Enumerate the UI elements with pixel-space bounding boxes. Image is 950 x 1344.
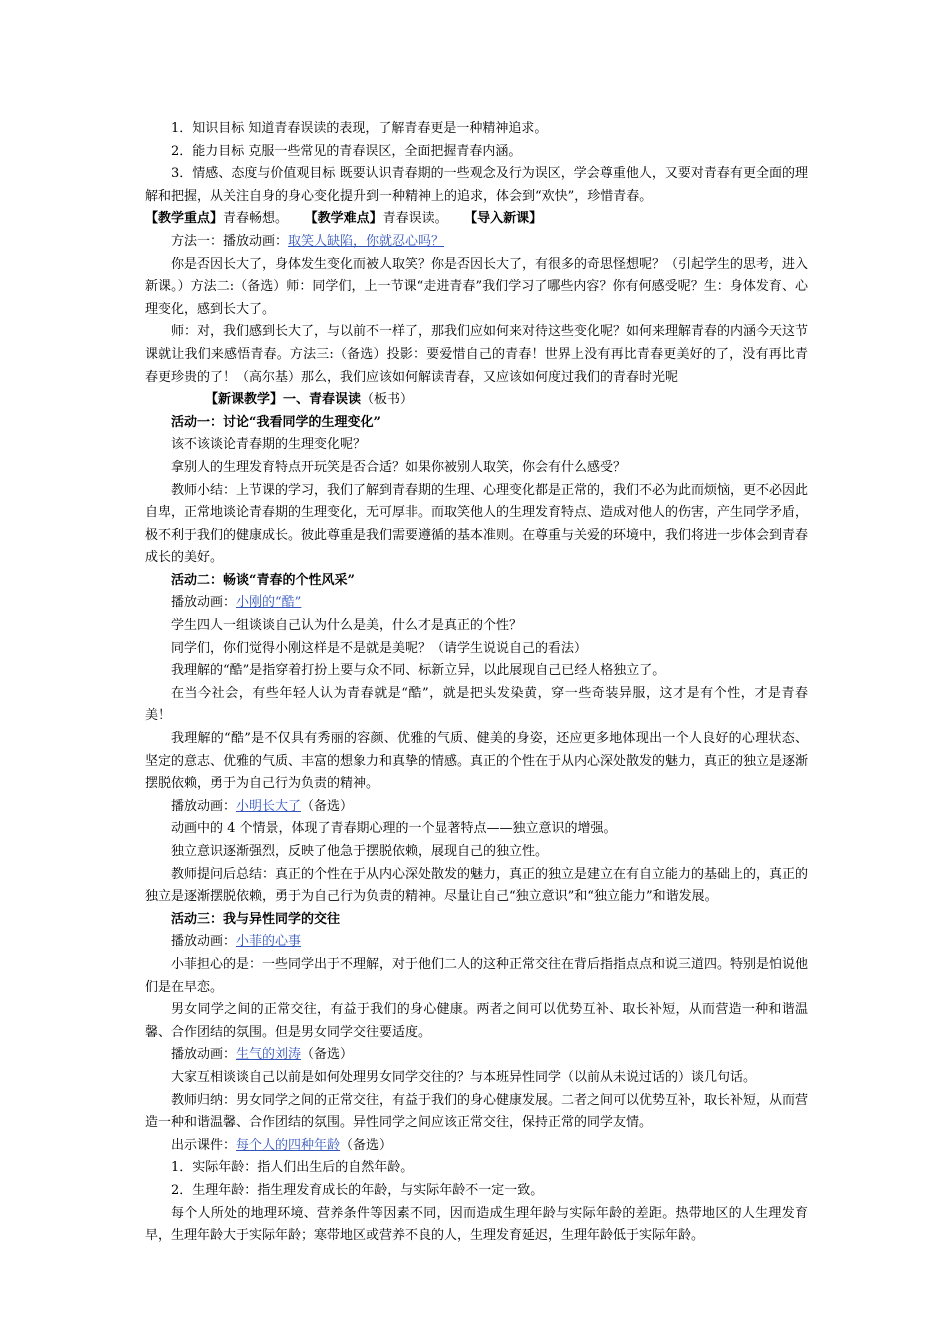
courseware-link-four-ages[interactable]: 每个人的四种年龄	[236, 1137, 341, 1153]
animation-link-xiaofei[interactable]: 小菲的心事	[236, 934, 302, 950]
activity-three-play: 播放动画：小菲的心事	[171, 934, 302, 950]
goal-attitude: 3．情感、态度与价值观目标 既要认识青春期的一些观念及行为误区，学会尊重他人，又要对青春有更全面的理解和把握，从关注自身的身心变化提升到一种精神上的追求，体会到“欢快”，珍惜青春。	[145, 166, 808, 204]
goal-ability: 2．能力目标 克服一些常见的青春误区，全面把握青春内涵。	[171, 143, 522, 159]
activity-three-paragraph-1: 小菲担心的是：一些同学出于不理解，对于他们二人的这种正常交往在背后指指点点和说三道四。特别是怕说他们是在早恋。	[145, 956, 809, 995]
activity-three-play-2: 播放动画：生气的刘涛（备选）	[171, 1047, 354, 1063]
activity-two-paragraph-8: 教师提问后总结：真正的个性在于从内心深处散发的魅力，真正的独立是建立在有自立能力的基础上的，真正的独立是逐渐摆脱依赖，勇于为自己行为负责的精神。尽量让自己“独立意识”和“独立能力”和谐发展。	[145, 866, 809, 905]
activity-two-paragraph-4: 在当今社会，有些年轻人认为青春就是“酷”，就是把头发染黄，穿一些奇装异服，这才是有个性，才是青春美！	[145, 685, 808, 724]
activity-three-title: 活动三：我与异性同学的交往	[171, 911, 341, 927]
difficulty-text: 青春误读。	[382, 211, 448, 227]
activity-one-summary: 教师小结：上节课的学习，我们了解到青春期的生理、心理变化都是正常的，我们不必为此而烦恼，更不必因此自卑，正常地谈论青春期的生理变化，无可厚非。而取笑他人的生理发育特点、造成对他人的伤害，产生同学矛盾，极不利于我们的健康成长。彼此尊重是我们需要遵循的基本准则。在尊重与关爱的环境中，我们将进一步体会到青春成长的美好。	[145, 482, 809, 566]
age-item-1: 1．实际年龄：指人们出生后的自然年龄。	[171, 1160, 414, 1176]
activity-two-play-2: 播放动画：小明长大了（备选）	[171, 798, 354, 814]
focus-label: 【教学重点】	[145, 211, 224, 227]
age-explanation: 每个人所处的地理环境、营养条件等因素不同，因而造成生理年龄与实际年龄的差距。热带地区的人生理发育早，生理年龄大于实际年龄；寒带地区或营养不良的人，生理发育延迟，生理年龄低于实际年龄。	[145, 1205, 808, 1244]
teaching-header-line	[145, 208, 808, 231]
goal-knowledge: 1．知识目标 知道青春误读的表现，了解青春更是一种精神追求。	[171, 121, 548, 136]
animation-link-xiaoming-grown[interactable]: 小明长大了	[236, 798, 302, 814]
section-label: 【新课教学】一、青春误读	[205, 392, 362, 408]
activity-three-paragraph-2: 男女同学之间的正常交往，有益于我们的身心健康。两者之间可以优势互补、取长补短，从而营造一种和谐温馨、合作团结的氛围。但是男女同学交往要适度。	[145, 1002, 808, 1040]
method-one-prefix: 方法一：播放动画：	[171, 233, 289, 249]
age-item-2: 2．生理年龄：指生理发育成长的年龄，与实际年龄不一定一致。	[171, 1182, 544, 1198]
activity-three-paragraph-3: 大家互相谈谈自己以前是如何处理男女同学交往的？与本班异性同学（以前从未说过话的）谈几句话。	[171, 1069, 757, 1085]
intro-paragraph-3: 师：对，我们感到长大了，与以前不一样了，那我们应如何来对待这些变化呢？如何来理解青春的内涵今天这节课就让我们来感悟青春。方法三:（备选）投影：要爱惜自己的青春！世界上没有再比青春更美好的了，没有再比青春更珍贵的了！（高尔基）那么，我们应该如何解读青春，又应该如何度过我们的青春时光呢	[145, 324, 809, 385]
intro-paragraph-2: 你是否因长大了，身体发生变化而被人取笑？你是否因长大了，有很多的奇思怪想呢？（引起学生的思考，进入新课。）方法二:（备选）师：同学们，上一节课“走进青春”我们学习了哪些内容？你有何感受呢？生：身体发育、心理变化，感到长大了。	[145, 256, 809, 317]
activity-three-show: 出示课件：每个人的四种年龄（备选）	[171, 1137, 393, 1153]
activity-three-paragraph-4: 教师归纳：男女同学之间的正常交往，有益于我们的身心健康发展。二者之间可以优势互补，取长补短，从而营造一种和谐温馨、合作团结的氛围。异性同学之间应该正常交往，保持正常的同学友情。	[145, 1092, 809, 1131]
activity-two-play: 播放动画：小刚的“酷”	[171, 595, 302, 611]
focus-text: 青春畅想。	[223, 211, 289, 227]
activity-one-question-1: 该不该谈论青春期的生理变化呢？	[171, 437, 367, 453]
intro-label: 【导入新课】	[464, 211, 543, 227]
activity-one-title: 活动一：讨论“我看同学的生理变化”	[171, 414, 381, 430]
activity-one-question-2: 拿别人的生理发育特点开玩笑是否合适？如果你被别人取笑，你会有什么感受？	[171, 459, 627, 475]
section-heading	[145, 389, 808, 412]
activity-two-paragraph-6: 动画中的 4 个情景，体现了青春期心理的一个显著特点——独立意识的增强。	[171, 821, 617, 837]
activity-two-paragraph-1: 学生四人一组谈谈自己认为什么是美，什么才是真正的个性？	[171, 618, 523, 634]
document-body	[145, 118, 808, 1248]
activity-two-paragraph-7: 独立意识逐渐强烈，反映了他急于摆脱依赖，展现自己的独立性。	[171, 844, 549, 859]
animation-link-liutao[interactable]: 生气的刘涛	[236, 1047, 302, 1063]
animation-link-mock-defect[interactable]: 取笑人缺陷，你就忍心吗？	[288, 233, 445, 249]
activity-two-paragraph-5: 我理解的“酷”是不仅具有秀丽的容颜、优雅的气质、健美的身姿，还应更多地体现出一个人良好的心理状态、坚定的意志、优雅的气质、丰富的想象力和真挚的情感。真正的个性在于从内心深处散发的魅力，真正的独立是逐渐摆脱依赖，勇于为自己行为负责的精神。	[145, 731, 809, 792]
activity-two-paragraph-3: 我理解的“酷”是指穿着打扮上要与众不同、标新立异，以此展现自己已经人格独立了。	[171, 663, 666, 679]
animation-link-xiaogang-cool[interactable]: 小刚的“酷”	[236, 595, 302, 611]
activity-two-title: 活动二：畅谈“青春的个性风采”	[171, 572, 355, 588]
difficulty-label: 【教学难点】	[304, 211, 383, 227]
activity-two-paragraph-2: 同学们，你们觉得小刚这样是不是就是美呢？（请学生说说自己的看法）	[171, 640, 588, 656]
method-one	[145, 231, 808, 254]
section-note: （板书）	[361, 392, 414, 408]
